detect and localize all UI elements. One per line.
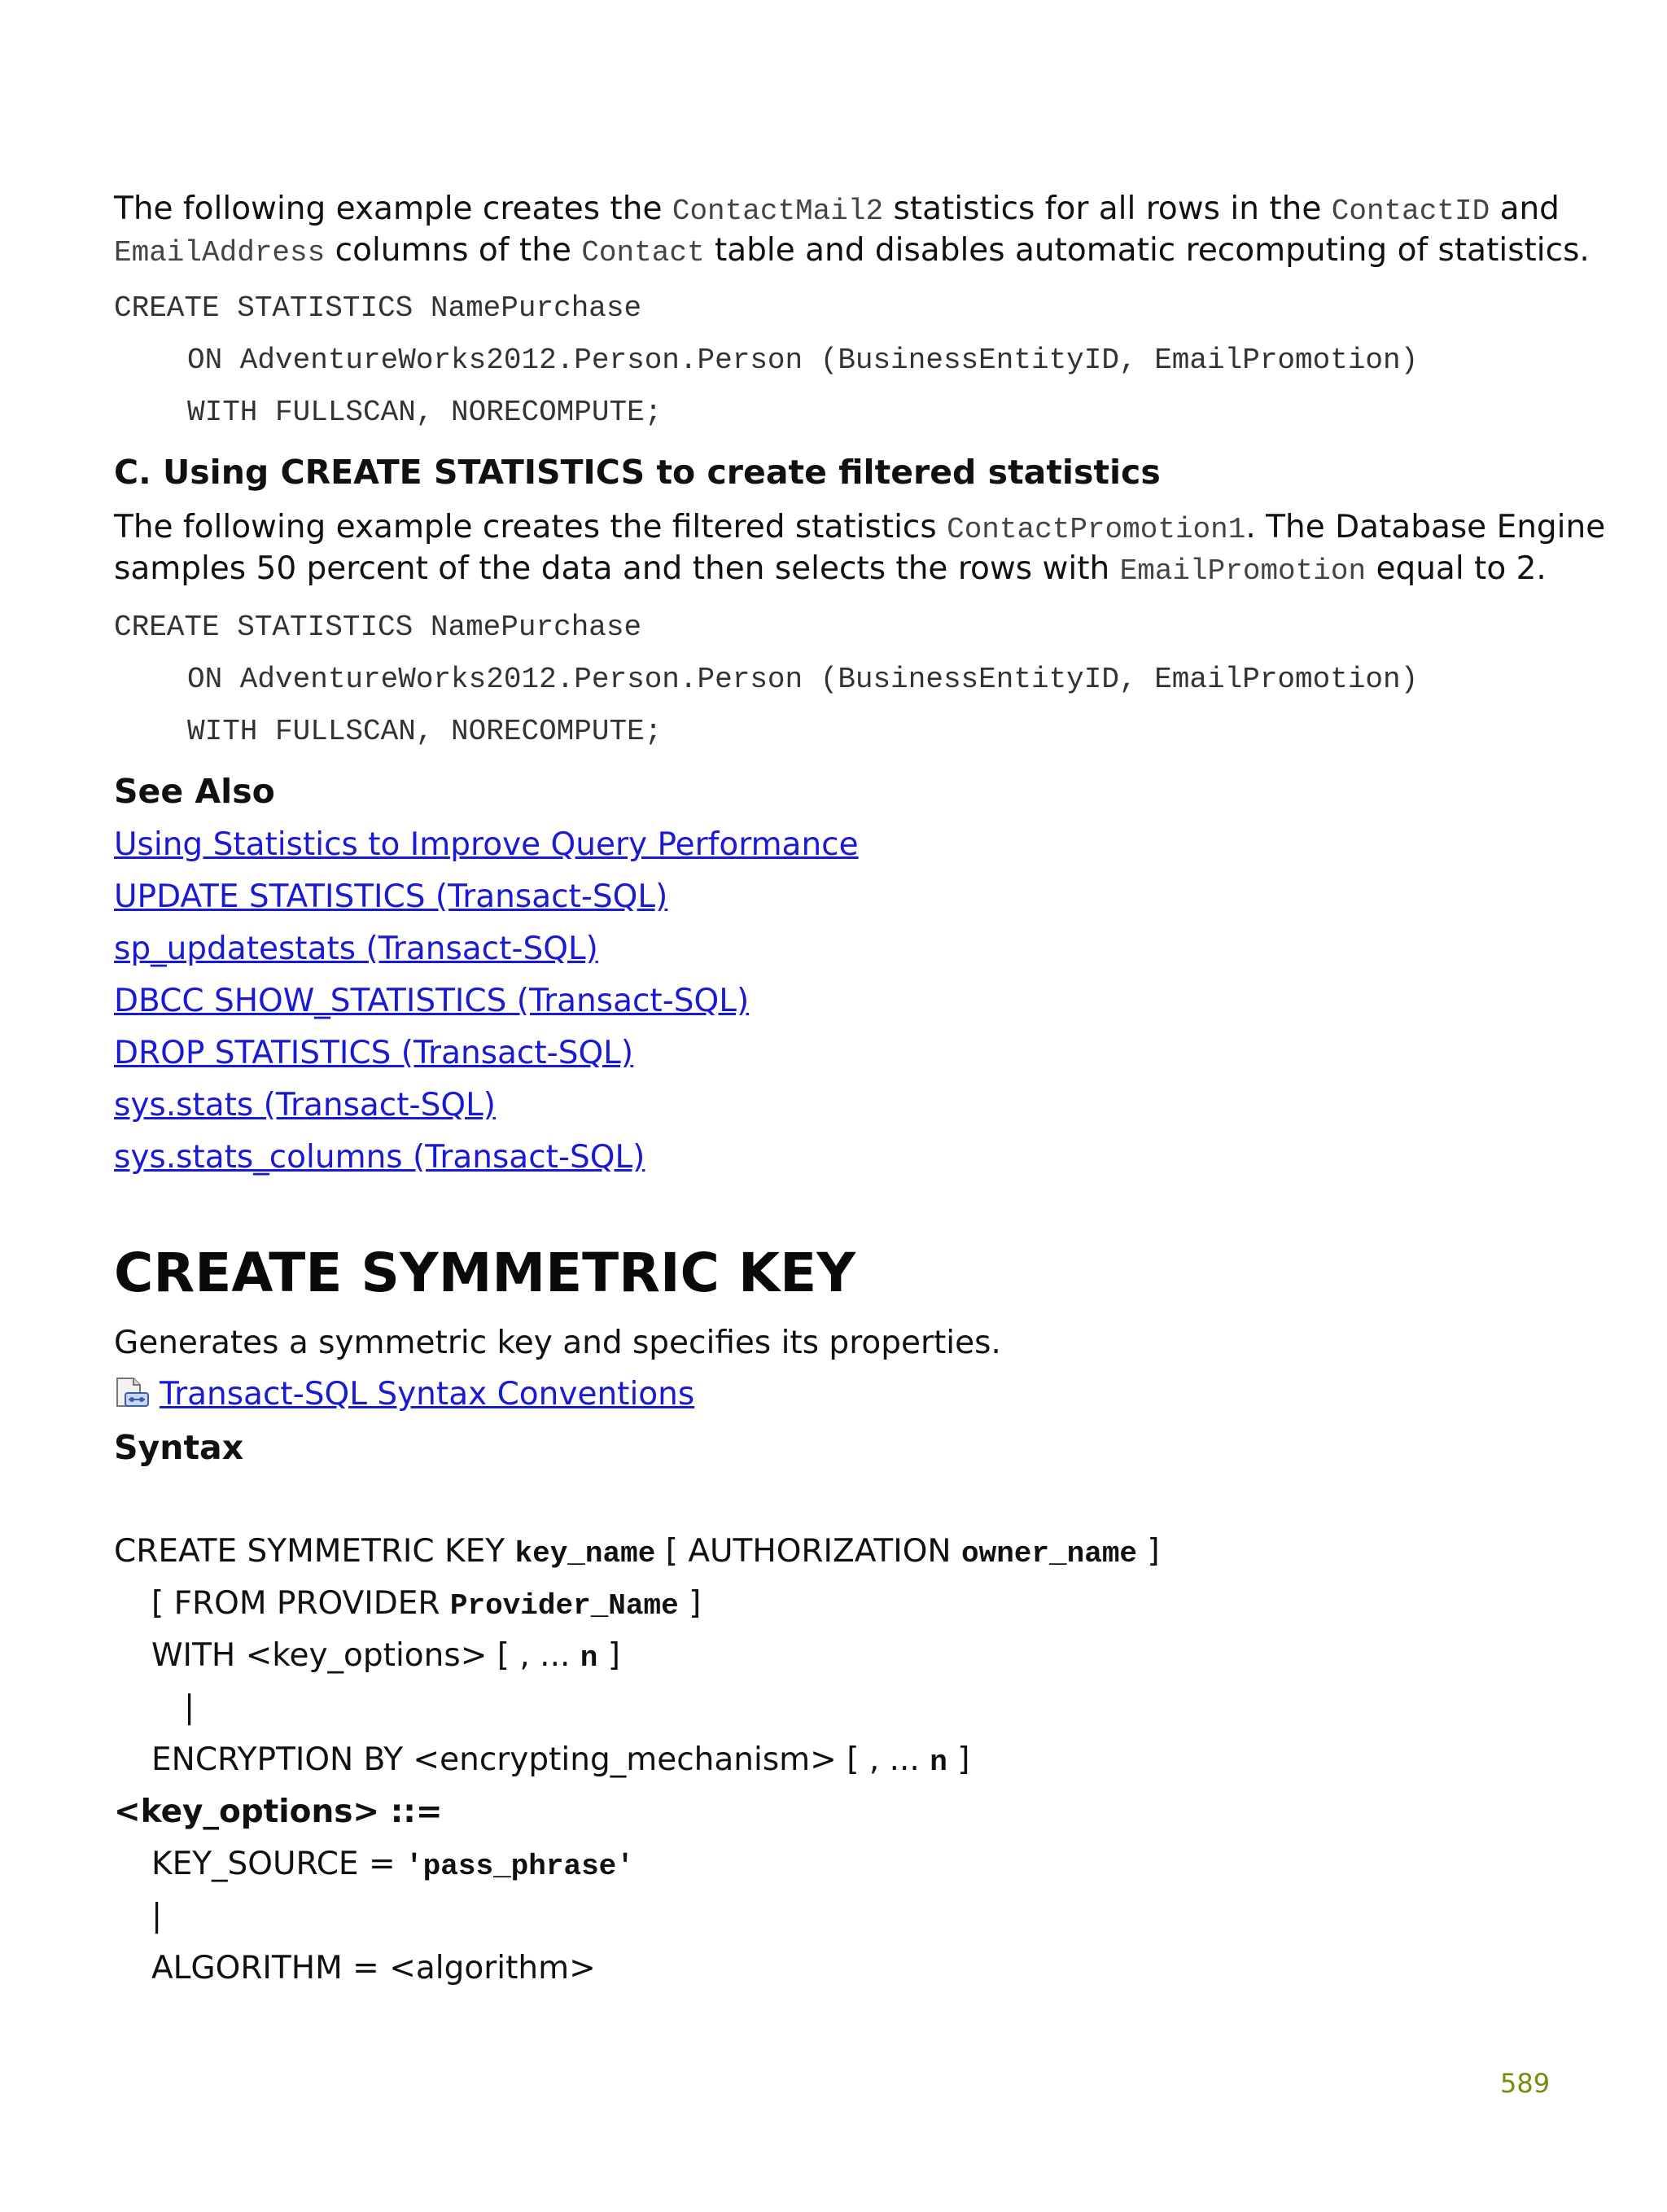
see-also-link[interactable]: UPDATE STATISTICS (Transact-SQL) bbox=[114, 878, 668, 915]
text: [ AUTHORIZATION bbox=[655, 1533, 961, 1570]
see-also-link[interactable]: DBCC SHOW_STATISTICS (Transact-SQL) bbox=[114, 983, 750, 1019]
code-line: CREATE STATISTICS NamePurchase bbox=[114, 291, 642, 325]
see-also-link[interactable]: sys.stats (Transact-SQL) bbox=[114, 1087, 497, 1124]
argument: n bbox=[930, 1746, 947, 1779]
code-line: WITH FULLSCAN, NORECOMPUTE; bbox=[187, 396, 663, 429]
text: The following example creates the filtered statistics bbox=[114, 509, 947, 545]
text: ] bbox=[947, 1741, 970, 1778]
text: equal to 2. bbox=[1366, 550, 1547, 587]
inline-code: ContactMail2 bbox=[672, 195, 884, 228]
text: CREATE SYMMETRIC KEY bbox=[114, 1533, 515, 1570]
intro-line-1 bbox=[114, 188, 1560, 232]
inline-code: EmailAddress bbox=[114, 236, 326, 269]
code-line: ON AdventureWorks2012.Person.Person (BusinessEntityID, EmailPromotion) bbox=[187, 663, 1419, 696]
argument: key_name bbox=[514, 1537, 656, 1570]
section-c-line-1 bbox=[114, 506, 1605, 550]
syntax-line bbox=[151, 1739, 969, 1784]
inline-code: ContactID bbox=[1331, 195, 1490, 228]
see-also-link[interactable]: sp_updatestats (Transact-SQL) bbox=[114, 931, 598, 967]
code-line: WITH FULLSCAN, NORECOMPUTE; bbox=[187, 715, 663, 748]
topic-description: Generates a symmetric key and specifies its properties. bbox=[114, 1325, 1001, 1361]
syntax-conventions-link[interactable] bbox=[114, 1374, 694, 1420]
document-link-icon bbox=[114, 1377, 151, 1420]
text: The following example creates the bbox=[114, 191, 672, 227]
syntax-line: <key_options> ::= bbox=[114, 1794, 443, 1830]
inline-code: Contact bbox=[581, 236, 705, 269]
syntax-line: | bbox=[184, 1689, 195, 1726]
text: table and disables automatic recomputing of statistics. bbox=[704, 232, 1590, 269]
page-number: 589 bbox=[1500, 2068, 1551, 2099]
syntax-heading: Syntax bbox=[114, 1428, 244, 1467]
syntax-line bbox=[151, 1843, 634, 1888]
text: samples 50 percent of the data and then selects the rows with bbox=[114, 550, 1120, 587]
see-also-link[interactable]: DROP STATISTICS (Transact-SQL) bbox=[114, 1035, 634, 1071]
see-also-link[interactable]: sys.stats_columns (Transact-SQL) bbox=[114, 1139, 645, 1176]
page-title: CREATE SYMMETRIC KEY bbox=[114, 1242, 855, 1304]
text: WITH <key_options> [ , ... bbox=[151, 1637, 580, 1674]
text: ] bbox=[678, 1585, 702, 1622]
argument: 'pass_phrase' bbox=[405, 1850, 634, 1883]
argument: Provider_Name bbox=[449, 1589, 679, 1623]
text: columns of the bbox=[325, 232, 582, 269]
text: ] bbox=[597, 1637, 621, 1674]
intro-line-2 bbox=[114, 230, 1590, 274]
section-heading: C. Using CREATE STATISTICS to create filtered statistics bbox=[114, 453, 1161, 492]
text: and bbox=[1490, 191, 1560, 227]
inline-code: EmailPromotion bbox=[1119, 554, 1367, 588]
text: KEY_SOURCE = bbox=[151, 1846, 406, 1882]
see-also-heading: See Also bbox=[114, 772, 275, 811]
section-c-line-2 bbox=[114, 548, 1547, 592]
syntax-line bbox=[114, 1531, 1160, 1575]
text: ] bbox=[1137, 1533, 1160, 1570]
inline-code: ContactPromotion1 bbox=[947, 513, 1246, 546]
code-line: CREATE STATISTICS NamePurchase bbox=[114, 611, 642, 644]
text: [ FROM PROVIDER bbox=[151, 1585, 450, 1622]
argument: owner_name bbox=[960, 1537, 1138, 1570]
argument: n bbox=[580, 1641, 598, 1675]
syntax-line bbox=[151, 1635, 620, 1680]
text: ENCRYPTION BY <encrypting_mechanism> [ , ... bbox=[151, 1741, 930, 1778]
text: . The Database Engine bbox=[1245, 509, 1606, 545]
syntax-line bbox=[151, 1583, 701, 1627]
link-text[interactable]: Transact-SQL Syntax Conventions bbox=[160, 1376, 695, 1413]
syntax-line: | bbox=[151, 1898, 163, 1934]
text: statistics for all rows in the bbox=[883, 191, 1332, 227]
syntax-line: ALGORITHM = <algorithm> bbox=[151, 1950, 596, 1986]
code-line: ON AdventureWorks2012.Person.Person (BusinessEntityID, EmailPromotion) bbox=[187, 344, 1419, 377]
see-also-link[interactable]: Using Statistics to Improve Query Performance bbox=[114, 826, 859, 863]
